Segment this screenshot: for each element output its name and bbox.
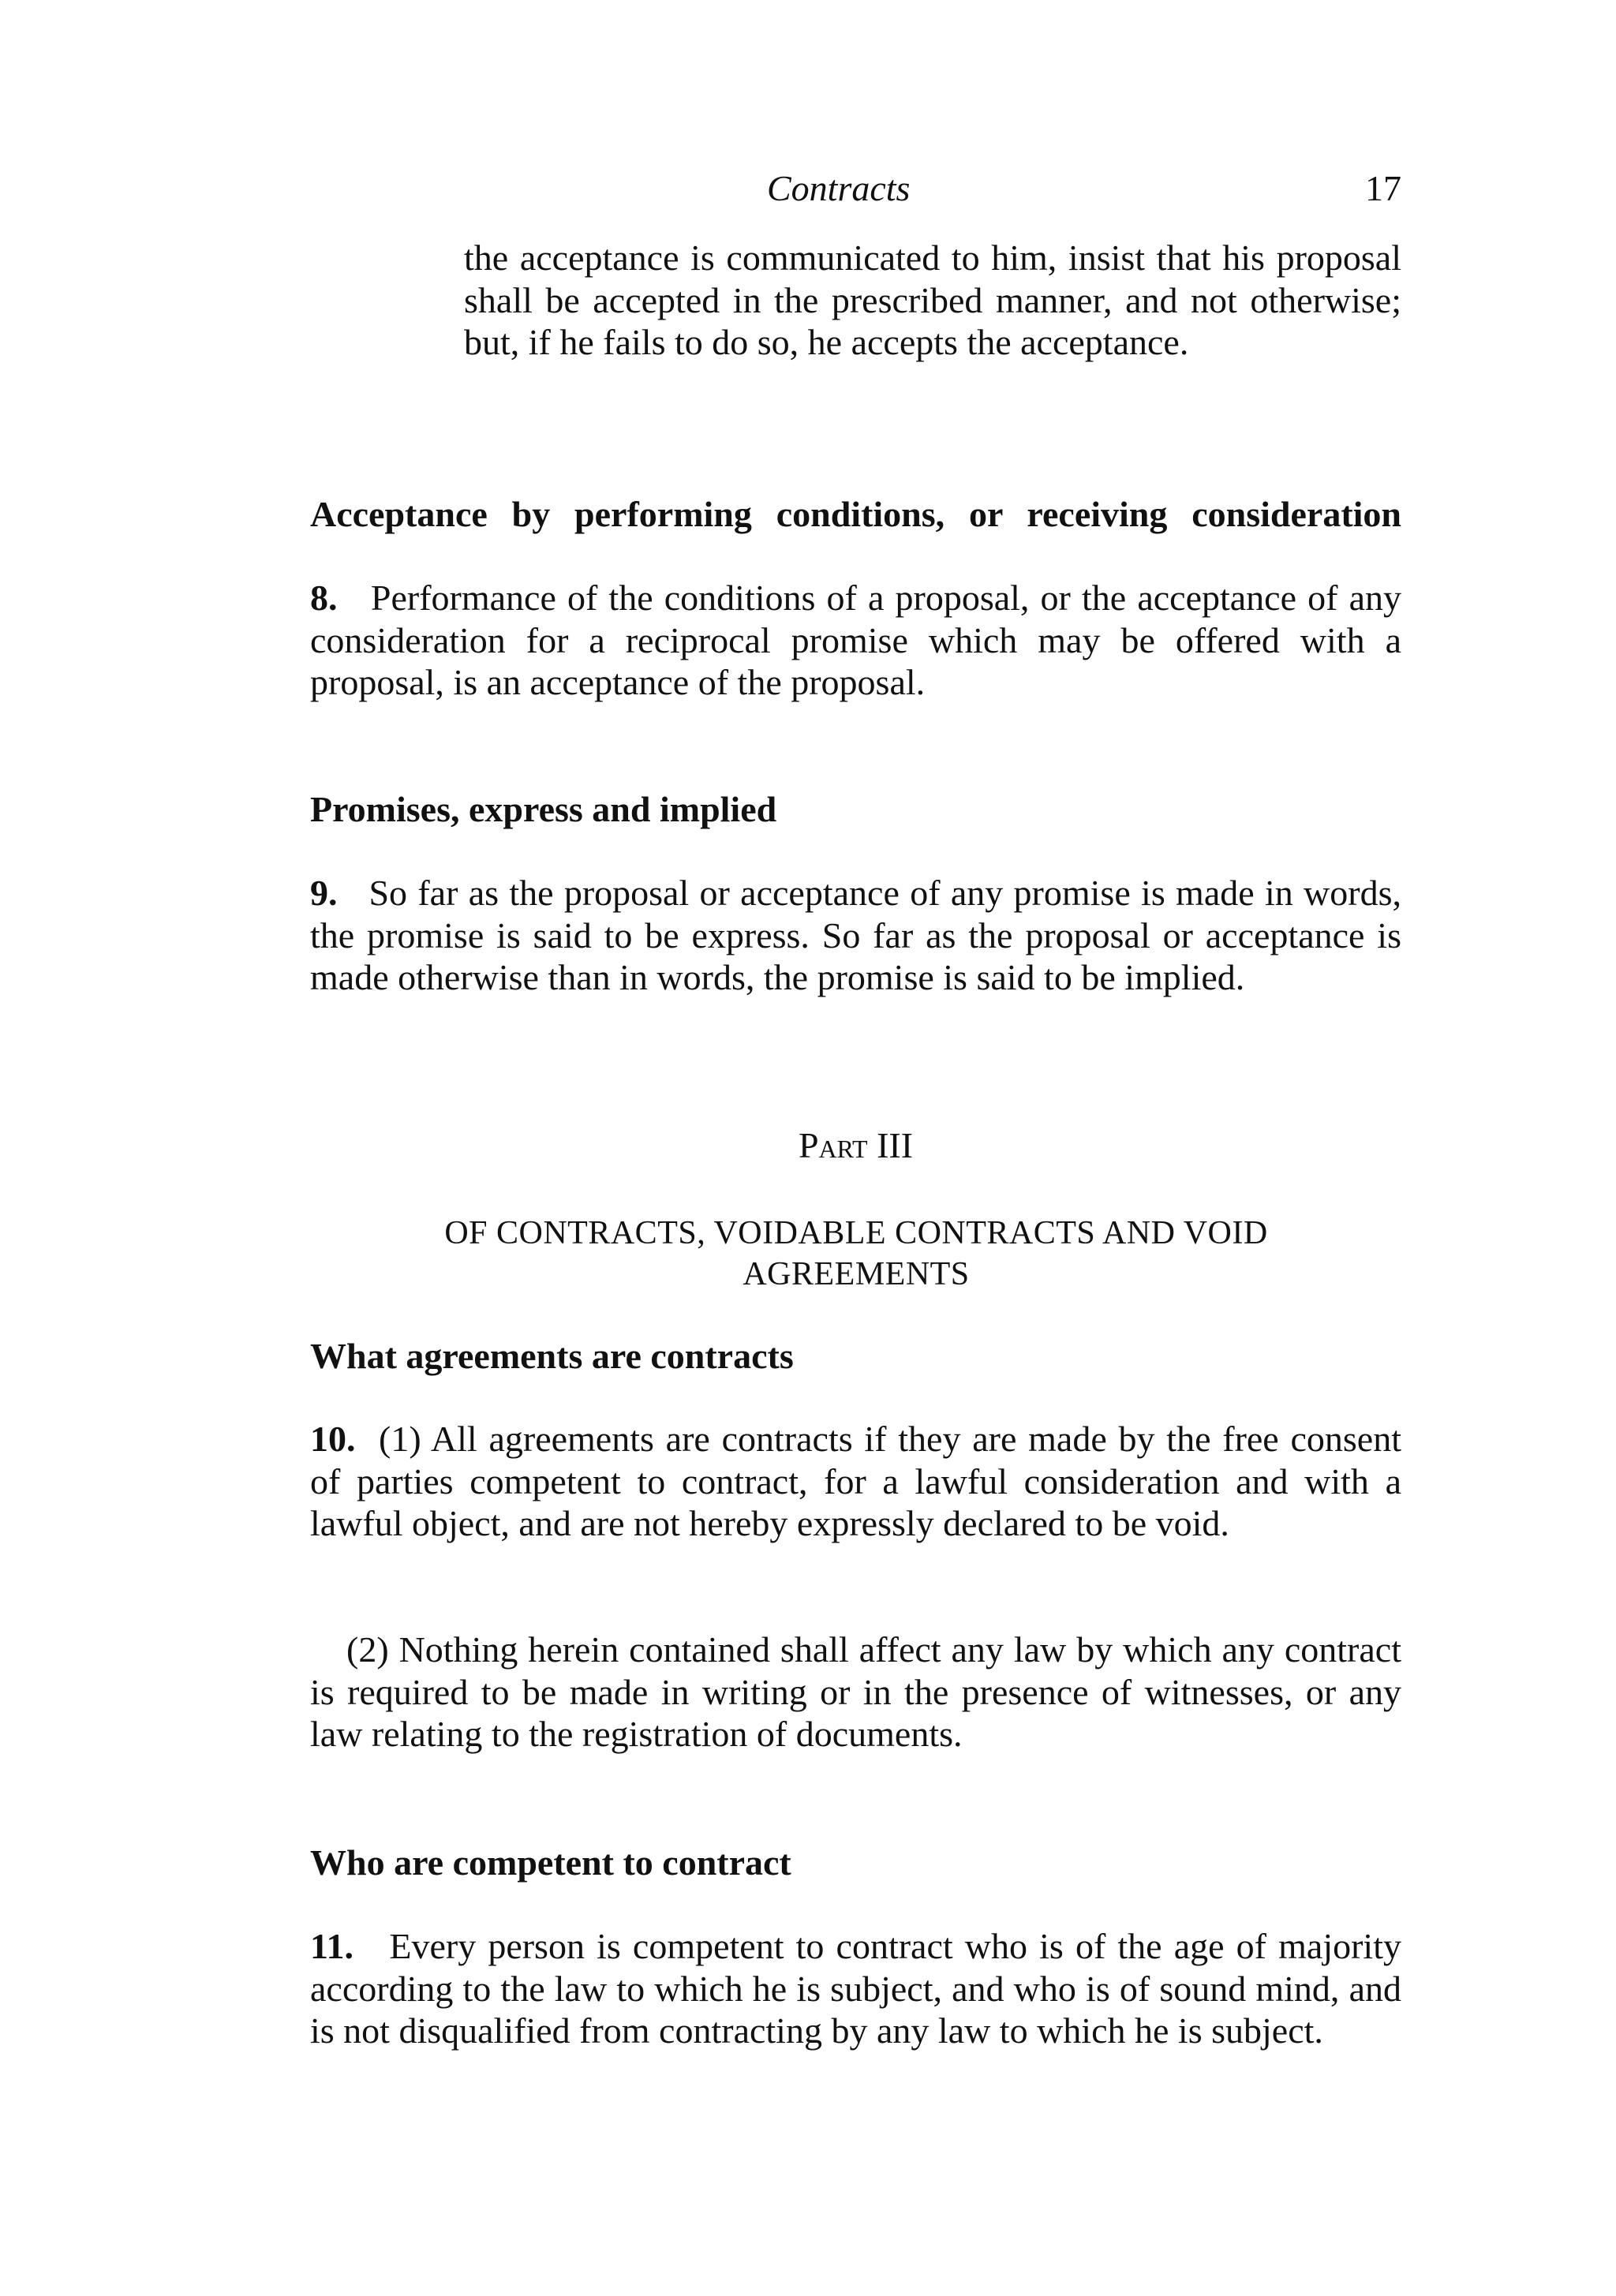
section-10-text: (1) All agreements are contracts if they are made by the free consent of parties competent to contract, for a lawful consideration and with a lawful object, and are not hereby expressly declared to be void.	[310, 1419, 1402, 1543]
section-11-number: 11.	[310, 1926, 354, 1966]
section-9-paragraph	[310, 872, 1401, 999]
section-9-heading: Promises, express and implied	[310, 789, 777, 829]
section-11-paragraph	[310, 1925, 1401, 2052]
section-11-heading: Who are competent to contract	[310, 1842, 791, 1883]
part-label: Part III	[798, 1125, 914, 1165]
page-number: 17	[1365, 168, 1401, 208]
section-10-number: 10.	[310, 1419, 356, 1459]
section-9-text: So far as the proposal or acceptance of any promise is made in words, the promise is said to be express. So far as the proposal or acceptance is made otherwise than in words, the promise is said to be implied.	[310, 873, 1401, 997]
continuation-paragraph: the acceptance is communicated to him, insist that his proposal shall be accepted in the prescribed manner, and not otherwise; but, if he fails to do so, he accepts the acceptance.	[464, 237, 1401, 362]
part-title-line-2: AGREEMENTS	[743, 1256, 970, 1292]
section-8-paragraph	[310, 577, 1401, 704]
running-title: Contracts	[767, 168, 911, 208]
section-8-text: Performance of the conditions of a proposal, or the acceptance of any consideration for a reciprocal promise which may be offered with a proposal, is an acceptance of the proposal.	[310, 578, 1402, 702]
part-title-line-1: OF CONTRACTS, VOIDABLE CONTRACTS AND VOID	[444, 1215, 1268, 1251]
section-10-subsection-2: (2) Nothing herein contained shall affect any law by which any contract is required to be made in writing or in the presence of witnesses, or any law relating to the registration of documents.	[310, 1629, 1401, 1754]
section-9-number: 9.	[310, 873, 338, 913]
section-8-heading: Acceptance by performing conditions, or receiving consideration	[310, 494, 1401, 534]
section-10-paragraph	[310, 1418, 1401, 1545]
section-11-text: Every person is competent to contract who is of the age of majority according to the law to which he is subject, and who is of sound mind, and is not disqualified from contracting by any law to which he is subject.	[310, 1926, 1401, 2051]
section-10-heading: What agreements are contracts	[310, 1336, 794, 1376]
section-8-number: 8.	[310, 578, 338, 618]
